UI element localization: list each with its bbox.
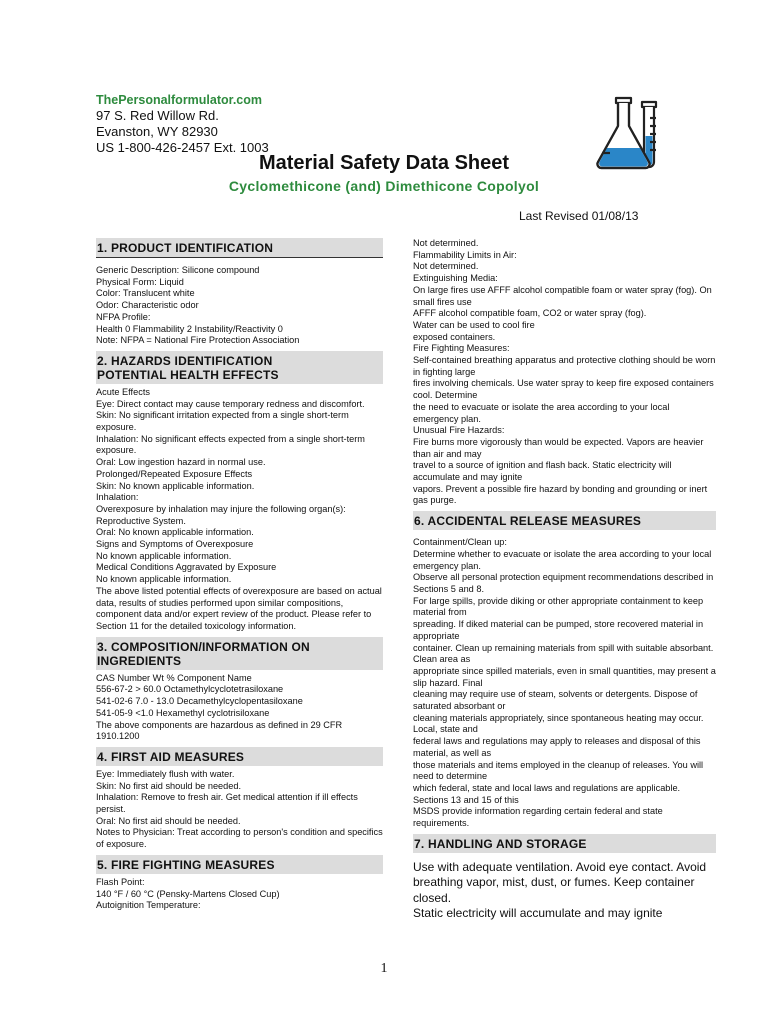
section-text-line: Odor: Characteristic odor <box>96 300 199 311</box>
section-text-line: exposed containers. <box>413 331 496 342</box>
section-text-line: Oral: No first aid should be needed. <box>96 815 241 826</box>
section-text-line: Skin: No first aid should be needed. <box>96 780 242 791</box>
section-text-line: No known applicable information. <box>96 550 232 561</box>
section-text-line: the need to evacuate or isolate the area according to your local emergency plan. <box>413 401 670 424</box>
section-text-line: Physical Form: Liquid <box>96 276 184 287</box>
section-text-line: Medical Conditions Aggravated by Exposure <box>96 562 277 573</box>
section-heading: 3. COMPOSITION/INFORMATION ON INGREDIENTS <box>96 637 383 670</box>
section-text-line: those materials and items employed in the cleanup of releases. You will need to determine <box>413 759 704 782</box>
section-text-line: Generic Description: Silicone compound <box>96 265 260 275</box>
section-text-line: 140 °F / 60 °C (Pensky-Martens Closed Cup) <box>96 888 280 899</box>
section-text-line: Notes to Physician: Treat according to person's condition and specifics of exposure. <box>96 827 383 850</box>
section-text-line: Autoignition Temperature: <box>96 900 201 911</box>
section-text-line: Note: NFPA = National Fire Protection Association <box>96 335 300 346</box>
phone-line: US 1-800-426-2457 Ext. 1003 <box>96 140 269 155</box>
section-text-line: Unusual Fire Hazards: <box>413 425 505 436</box>
section-text-line: 541-02-6 7.0 - 13.0 Decamethylcyclopentasiloxane <box>96 696 303 707</box>
section-text-line: fires involving chemicals. Use water spray to keep fire exposed containers cool. Determine <box>413 378 714 401</box>
section-text-line: Not determined. <box>413 238 479 248</box>
section-text-line: container. Clean up remaining materials from spill with suitable absorbant. Clean area as <box>413 642 714 665</box>
section-text-line: Acute Effects <box>96 386 150 397</box>
section-text-line: Water can be used to cool fire <box>413 319 535 330</box>
section-text-line: Inhalation: Remove to fresh air. Get medical attention if ill effects persist. <box>96 792 358 815</box>
section-text-line: Extinguishing Media: <box>413 273 498 284</box>
section-text-line: vapors. Prevent a possible fire hazard by bonding and grounding or inert gas purge. <box>413 483 708 506</box>
section-heading: 4. FIRST AID MEASURES <box>96 747 383 766</box>
section-heading: 5. FIRE FIGHTING MEASURES <box>96 855 383 874</box>
section-heading: 2. HAZARDS IDENTIFICATION POTENTIAL HEALTH EFFECTS <box>96 351 383 384</box>
section-text-line: Inhalation: No significant effects expected from a single short-term exposure. <box>96 433 365 456</box>
section-text-line: Flammability Limits in Air: <box>413 249 517 260</box>
section-text-line: Oral: No known applicable information. <box>96 527 254 538</box>
section-text-line: Use with adequate ventilation. Avoid eye contact. Avoid breathing vapor, mist, dust, or fumes. Keep container closed. <box>413 859 707 905</box>
section-text-line: cleaning materials appropriately, since spontaneous heating may occur. Local, state and <box>413 712 704 735</box>
section-text-line: For large spills, provide diking or other appropriate containment to keep material from <box>413 595 704 618</box>
right-column <box>413 238 716 922</box>
document-title: Material Safety Data Sheet <box>258 152 510 174</box>
section-text-line: travel to a source of ignition and flash back. Static electricity will accumulate and may ignite <box>413 460 672 483</box>
section-text-line: AFFF alcohol compatible foam, CO2 or water spray (fog). <box>413 308 647 319</box>
section-text-line: Fire burns more vigorously than would be expected. Vapors are heavier than air and may <box>413 436 704 459</box>
section-text-line: CAS Number Wt % Component Name <box>96 672 252 683</box>
section-text-line: Flash Point: <box>96 876 145 887</box>
section-text-line: MSDS provide information regarding certain federal and state requirements. <box>413 806 663 829</box>
last-revised-date: Last Revised 01/08/13 <box>519 209 639 223</box>
section-text-line: spreading. If diked material can be pumped, store recovered material in appropriate <box>413 619 704 641</box>
section-text-line: Observe all personal protection equipment recommendations described in Sections 5 and 8. <box>413 572 714 594</box>
section-heading: 1. PRODUCT IDENTIFICATION <box>96 238 383 258</box>
section-text-line: NFPA Profile: <box>96 311 151 322</box>
section-text-line: Fire Fighting Measures: <box>413 343 510 354</box>
left-column <box>96 238 383 916</box>
section-text-line: 556-67-2 > 60.0 Octamethylcyclotetrasiloxane <box>96 684 284 695</box>
section-text-line: Not determined. <box>413 261 479 272</box>
section-text-line: 541-05-9 <1.0 Hexamethyl cyclotrisiloxane <box>96 707 270 718</box>
address-line: 97 S. Red Willow Rd. <box>96 108 219 123</box>
section-text-line: federal laws and regulations may apply to releases and disposal of this material, as well as <box>413 736 701 758</box>
section-text-line: Skin: No significant irritation expected from a single short-term exposure. <box>96 410 349 433</box>
section-text-line: which federal, state and local laws and regulations are applicable. Sections 13 and 15 of this <box>413 782 681 805</box>
section-text-line: Oral: Low ingestion hazard in normal use. <box>96 457 266 468</box>
section-text-line: Determine whether to evacuate or isolate the area according to your local emergency plan. <box>413 548 712 571</box>
section-text-line: appropriate since spilled materials, even in small quantities, may present a slip hazard. Final <box>413 665 716 688</box>
section-text-line: Overexposure by inhalation may injure the following organ(s): Reproductive System. <box>96 503 346 526</box>
section-text-line: The above listed potential effects of overexposure are based on actual data, results of studies performed upon similar compositions, component data and/or expert review of the product. Please refer to Section 11 for the detailed toxicology information. <box>96 585 382 631</box>
section-text-line: Eye: Direct contact may cause temporary redness and discomfort. <box>96 398 365 409</box>
section-text-line: Health 0 Flammability 2 Instability/Reactivity 0 <box>96 323 283 334</box>
address-line: Evanston, WY 82930 <box>96 124 218 139</box>
section-text-line: Inhalation: <box>96 492 139 503</box>
product-subtitle: Cyclomethicone (and) Dimethicone Copolyol <box>228 178 540 194</box>
section-heading: 6. ACCIDENTAL RELEASE MEASURES <box>413 511 716 530</box>
section-text-line: Containment/Clean up: <box>413 537 507 548</box>
section-text-line: No known applicable information. <box>96 574 232 585</box>
section-text-line: Prolonged/Repeated Exposure Effects <box>96 468 253 479</box>
section-text-line: Self-contained breathing apparatus and protective clothing should be worn in fighting large <box>413 355 716 377</box>
section-text-line: Signs and Symptoms of Overexposure <box>96 539 254 550</box>
section-text-line: cleaning may require use of steam, solvents or detergents. Dispose of saturated absorbant or <box>413 689 698 712</box>
section-text-line: The above components are hazardous as defined in 29 CFR 1910.1200 <box>96 719 343 742</box>
section-text-line: On large fires use AFFF alcohol compatible foam or water spray (fog). On small fires use <box>413 284 712 307</box>
company-name[interactable]: ThePersonalformulator.com <box>96 93 263 107</box>
section-text-line: Eye: Immediately flush with water. <box>96 768 235 779</box>
section-heading: 7. HANDLING AND STORAGE <box>413 834 716 853</box>
page-number: 1 <box>380 961 388 976</box>
section-text-line: Color: Translucent white <box>96 288 195 299</box>
section-text-line: Skin: No known applicable information. <box>96 480 255 491</box>
section-text-line: Static electricity will accumulate and may ignite <box>413 906 663 921</box>
